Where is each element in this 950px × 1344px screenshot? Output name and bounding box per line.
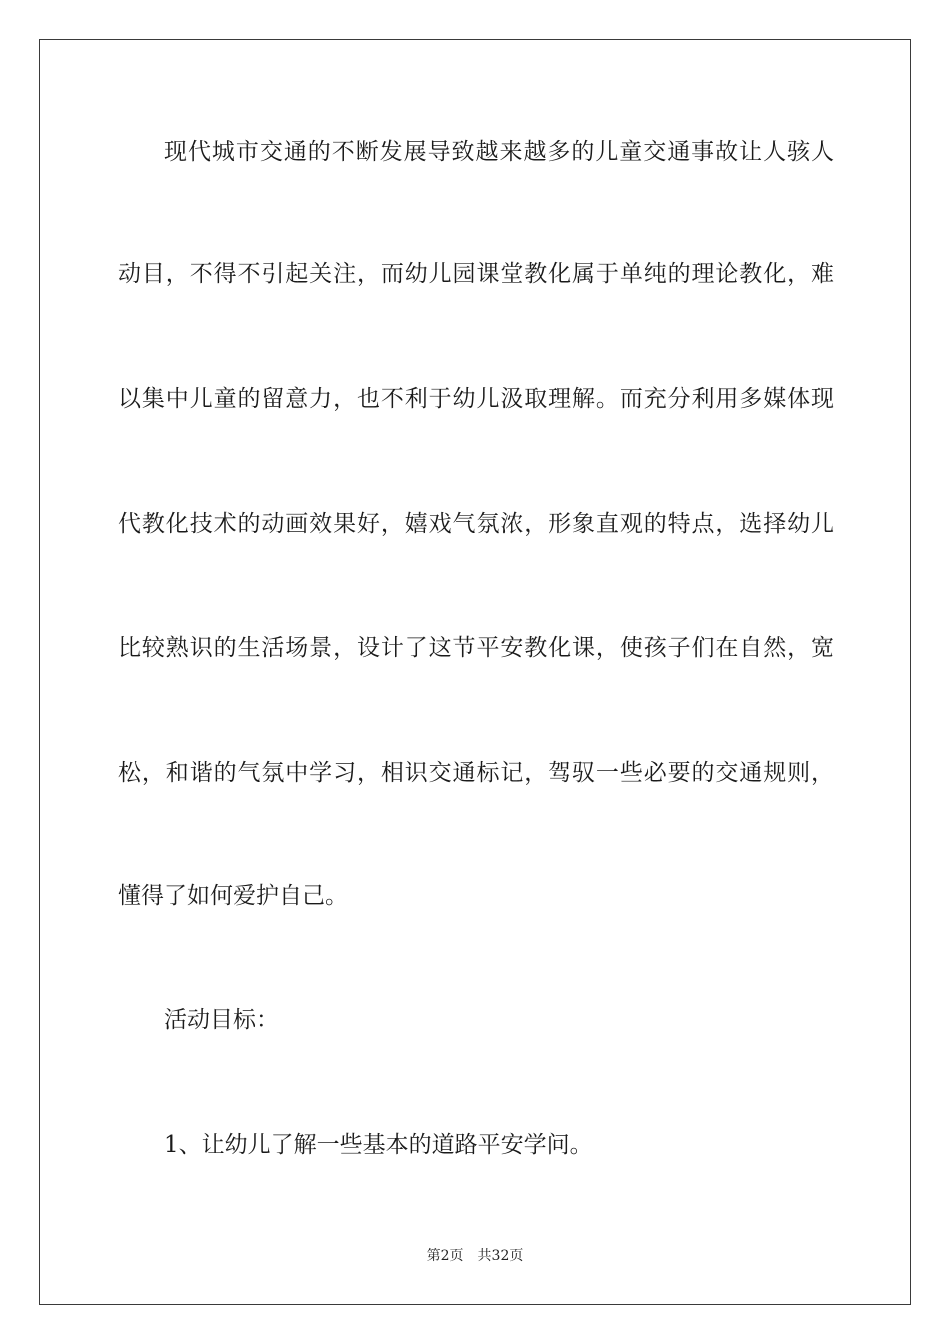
paragraph-line-7: 懂得了如何爱护自己。	[118, 883, 348, 909]
page-footer	[0, 1246, 950, 1266]
paragraph-line-3: 以集中儿童的留意力，也不利于幼儿汲取理解。而充分利用多媒体现	[118, 386, 834, 412]
goal-item-1: 1、让幼儿了解一些基本的道路平安学问。	[164, 1132, 593, 1158]
paragraph-line-5: 比较熟识的生活场景，设计了这节平安教化课，使孩子们在自然，宽	[118, 635, 834, 661]
page-total: 共32页	[477, 1248, 524, 1264]
page-number: 第2页	[426, 1248, 464, 1264]
paragraph-line-6: 松，和谐的气氛中学习，相识交通标记，驾驭一些必要的交通规则，	[118, 760, 834, 786]
paragraph-line-2: 动目，不得不引起关注，而幼儿园课堂教化属于单纯的理论教化，难	[118, 261, 834, 287]
paragraph-line-4: 代教化技术的动画效果好，嬉戏气氛浓，形象直观的特点，选择幼儿	[118, 511, 834, 537]
paragraph-line-1: 现代城市交通的不断发展导致越来越多的儿童交通事故让人骇人	[164, 139, 834, 165]
page-border	[39, 39, 911, 1305]
section-heading: 活动目标：	[164, 1007, 279, 1033]
